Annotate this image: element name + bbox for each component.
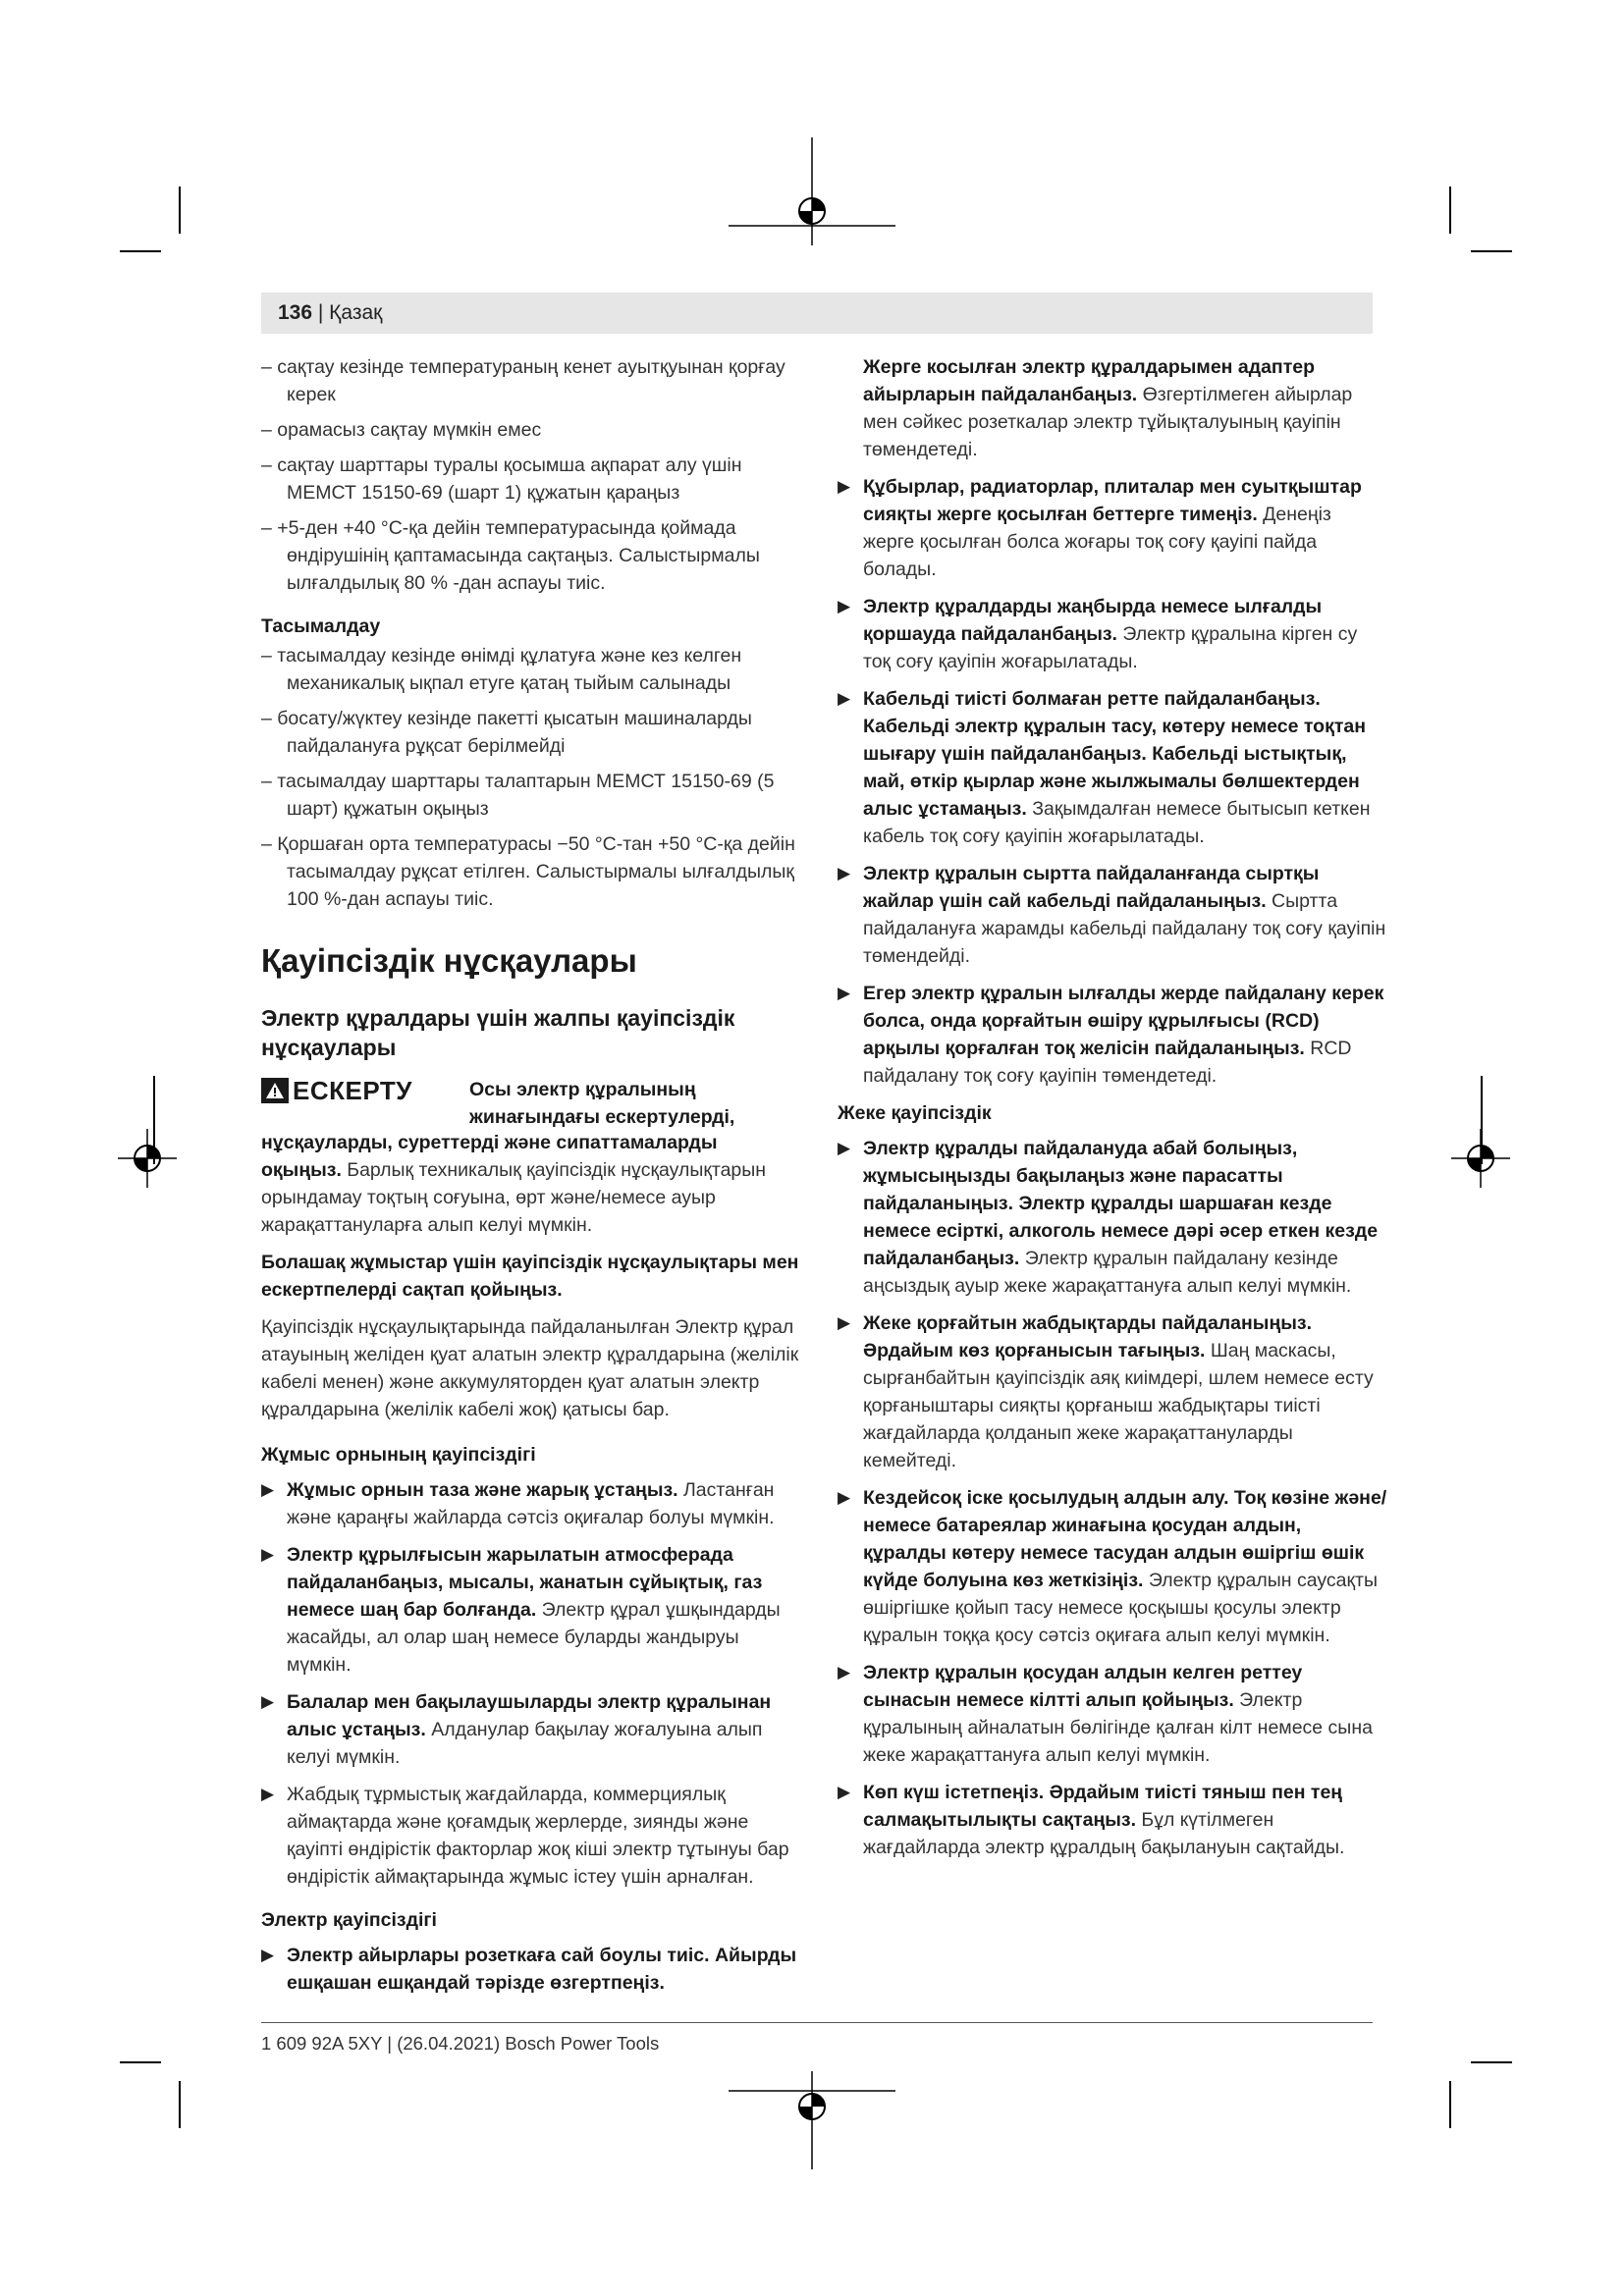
registration-mark-icon [729, 137, 895, 245]
bullet-bold: Электр құралын сыртта пайдаланғанда сыртқы жайлар үшін сай кабельді пайдаланыңыз. [863, 863, 1320, 912]
list-item [261, 1476, 799, 1531]
bullet-text: Зақымдалған немесе бытысып кеткен кабель тоқ соғу қауіпін жоғарылатады. [863, 798, 1371, 847]
list-item [261, 1942, 799, 1997]
warning-bold: нұсқауларды, суреттерді және сипаттамаларды оқыңыз. [261, 1132, 718, 1181]
bullet-text: Жабдық тұрмыстық жағдайларда, коммерциялық аймақтарда және қоғамдық жерлерде, зиянды және қауіпті өндірістік факторлар жоқ кіші электр тұтынуы бар өндірістік аймақтарында жұмыс істеу үшін арналған. [287, 1784, 789, 1888]
list-item [261, 1541, 799, 1679]
main-heading: Қауіпсіздік нұсқаулары [261, 942, 637, 979]
continuation-bold: Жерге косылған электр құралдарымен адаптер айырларын пайдаланбаңыз. [863, 356, 1316, 405]
bullet-bold: Құбырлар, радиаторлар, плиталар мен суытқыштар сияқты жерге қосылған беттерге тимеңіз. [863, 476, 1362, 525]
bullet-text: Алданулар бақылау жоғалуына алып келуі мүмкін. [287, 1719, 763, 1768]
crop-mark [179, 187, 181, 234]
list-item [838, 593, 1387, 675]
keep-instructions: Болашақ жұмыстар үшін қауіпсіздік нұсқаулықтары мен ескертпелерді сақтап қойыңыз. [261, 1252, 799, 1301]
triangle-bullet-icon: ▶ [838, 689, 851, 708]
warning-triangle-icon [261, 1078, 289, 1103]
storage-item: – сақтау шарттары туралы қосымша ақпарат алу үшін МЕМСТ 15150-69 (шарт 1) құжатын қараңыз [261, 454, 742, 504]
warning-label-text: ЕСКЕРТУ [293, 1076, 412, 1105]
bullet-bold: Кездейсоқ іске қосылудың алдын алу. Тоқ көзіне және/немесе батареялар жинағына қосудан алдын, құралды көтеру немесе тасудан алдын өшіргіш өшік күйде болуына көз жеткізіңіз. [863, 1487, 1387, 1591]
footer-rule [261, 2022, 1373, 2023]
transport-heading: Тасымалдау [261, 615, 381, 637]
triangle-bullet-icon: ▶ [261, 1692, 275, 1711]
electrical-heading: Электр қауіпсіздігі [261, 1909, 437, 1931]
bullet-bold: Электр құралды пайдалануда абай болыңыз, жұмысыңызды бақылаңыз және парасатты пайдаланыңыз. Электр құралды шаршаған кезде немесе есірткі, алкоголь немесе дәрі әсер еткен кезде пайдаланбаңыз. [863, 1138, 1379, 1269]
crop-mark [1449, 2081, 1451, 2128]
left-column [261, 353, 799, 2006]
warning-side-text: Осы электр құралының жинағындағы ескертулерді, [469, 1079, 735, 1128]
triangle-bullet-icon: ▶ [838, 984, 851, 1002]
workplace-heading: Жұмыс орнының қауіпсіздігі [261, 1444, 536, 1466]
triangle-bullet-icon: ▶ [838, 1663, 851, 1682]
triangle-bullet-icon: ▶ [838, 1139, 851, 1157]
triangle-bullet-icon: ▶ [261, 1785, 275, 1803]
list-item [261, 1781, 799, 1891]
bullet-bold: Көп күш істетпеңіз. Әрдайым тиісті тяныш пен тең салмақытылықты сақтаңыз. [863, 1782, 1343, 1831]
page-header-text [278, 299, 382, 327]
bullet-text: Шаң маскасы, сырғанбайтын қауіпсіздік аяқ киімдері, шлем немесе есту қорғаныштары сияқты қорғаныш жабдықтары тиісті жағдайларда қолданып жеке жарақаттануларды кемейтеді. [863, 1340, 1374, 1471]
storage-item: – сақтау кезінде температураның кенет ауытқуынан қорғау керек [261, 356, 785, 405]
warning-paragraph [261, 1129, 799, 1239]
transport-item: – тасымалдау шарттары талаптарын МЕМСТ 15150-69 (5 шарт) құжатын оқыңыз [261, 771, 775, 820]
triangle-bullet-icon: ▶ [838, 864, 851, 882]
bullet-bold: Электр құралын қосудан алдын келген реттеу сынасын немесе кілтті алып қойыңыз. [863, 1662, 1303, 1711]
transport-item: – тасымалдау кезінде өнімді құлатуға және кез келген механикалық ықпал етуге қатаң тыйым салынады [261, 645, 742, 694]
list-item [838, 1309, 1387, 1474]
page-number: 136 [278, 301, 313, 324]
crop-mark [1449, 187, 1451, 234]
personal-heading: Жеке қауіпсіздік [838, 1102, 992, 1124]
bullet-text: Электр құралын пайдалану кезінде аңсыздық ауыр жеке жарақаттануға алып келуі мүмкін. [863, 1248, 1352, 1297]
continuation-paragraph [838, 353, 1387, 463]
bullet-text: Бұл күтілмеген жағдайларда электр құралдың бақылануын сақтайды. [863, 1809, 1345, 1858]
crop-mark [179, 2081, 181, 2128]
bullet-bold: Электр айырлары розеткаға сай боулы тиіс. Айырды ешқашан ешқандай тәрізде өзгертпеңіз. [287, 1945, 797, 1994]
list-item [838, 1484, 1387, 1649]
bullet-text: Электр құралының айналатын бөлігінде қалған кілт немесе сына жеке жарақаттануға алып келуі мүмкін. [863, 1689, 1373, 1766]
bullet-bold: Электр құралдарды жаңбырда немесе ылғалды қоршауда пайдаланбаңыз. [863, 596, 1323, 645]
list-item [261, 1688, 799, 1771]
sub-heading: Электр құралдары үшін жалпы қауіпсіздік нұсқаулары [261, 1005, 735, 1060]
term-paragraph: Қауіпсіздік нұсқаулықтарында пайдаланылған Электр құрал атауының желіден қуат алатын электр құралдарына (желілік кабелі менен) және аккумуляторден қуат алатын электр құралдарына (желілік кабелі жоқ) қатысы бар. [261, 1316, 799, 1420]
bullet-bold: Жеке қорғайтын жабдықтарды пайдаланыңыз. Әрдайым көз қорғанысын тағыңыз. [863, 1312, 1312, 1362]
crop-mark [120, 250, 161, 252]
page-footer: 1 609 92A 5XY | (26.04.2021) Bosch Power Tools [261, 2033, 660, 2054]
triangle-bullet-icon: ▶ [838, 597, 851, 615]
list-item [838, 1659, 1387, 1769]
storage-item: – +5-ден +40 °C-қа дейін температурасында қоймада өндірушінің қаптамасында сақтаңыз. Салыстырмалы ылғалдылық 80 % -дан аспауы тиіс. [261, 517, 760, 594]
bullet-text: RCD пайдалану тоқ соғу қауіпін төмендетеді. [863, 1038, 1352, 1087]
transport-item: – Қоршаған орта температурасы −50 °C-тан +50 °C-қа дейін тасымалдау рұқсат етілген. Салыстырмалы ылғалдылық 100 %-дан аспауы тиіс. [261, 833, 795, 910]
list-item [838, 685, 1387, 850]
triangle-bullet-icon: ▶ [838, 1488, 851, 1507]
triangle-bullet-icon: ▶ [261, 1545, 275, 1564]
page-header [261, 293, 1373, 334]
right-column [838, 353, 1387, 1871]
storage-item: – орамасыз сақтау мүмкін емес [261, 419, 542, 441]
warning-block [261, 1074, 799, 1129]
registration-mark-icon [729, 2071, 895, 2169]
triangle-bullet-icon: ▶ [838, 477, 851, 496]
list-item [838, 980, 1387, 1090]
triangle-bullet-icon: ▶ [838, 1313, 851, 1332]
bullet-bold: Егер электр құралын ылғалды жерде пайдалану керек болса, онда қорғайтын өшіру құрылғысы (RCD) арқылы қорғалған тоқ желісін пайдаланыңыз. [863, 983, 1384, 1059]
header-language: Қазақ [329, 301, 383, 324]
bullet-bold: Кабельді тиісті болмаған ретте пайдаланбаңыз. Кабельді электр құралын тасу, көтеру немесе тоқтан шығару үшін пайдаланбаңыз. Кабельді ыстықтық, май, өткір қырлар және жылжымалы бөлшектерден алыс ұстамаңыз. [863, 688, 1367, 820]
registration-mark-icon [118, 1129, 177, 1188]
bullet-text: Электр құралына кірген су тоқ соғу қауіпін жоғарылатады. [863, 623, 1358, 672]
bullet-bold: Электр құрылғысын жарылатын атмосферада пайдаланбаңыз, мысалы, жанатын сұйықтық, газ немесе шаң бар болғанда. [287, 1544, 763, 1621]
warning-text: Барлық техникалық қауіпсіздік нұсқаулықтарын орындамау тоқтың соғуына, өрт және/немесе ауыр жарақаттануларға алып келуі мүмкін. [261, 1159, 767, 1236]
triangle-bullet-icon: ▶ [261, 1480, 275, 1499]
bullet-text: Денеңіз жерге қосылған болса жоғары тоқ соғу қауіпі пайда болады. [863, 504, 1331, 580]
crop-mark [1471, 250, 1512, 252]
triangle-bullet-icon: ▶ [838, 1783, 851, 1801]
registration-mark-icon [1451, 1129, 1510, 1188]
list-item [838, 1779, 1387, 1861]
header-separator: | [312, 301, 330, 324]
bullet-text: Электр құрал ұшқындарды жасайды, ал олар шаң немесе буларды жандыруы мүмкін. [287, 1599, 781, 1676]
bullet-bold: Жұмыс орнын таза және жарық ұстаңыз. [287, 1479, 678, 1501]
bullet-text: Ластанған және қараңғы жайларда сәтсіз оқиғалар болуы мүмкін. [287, 1479, 775, 1528]
triangle-bullet-icon: ▶ [261, 1946, 275, 1964]
list-item [838, 473, 1387, 583]
bullet-bold: Балалар мен бақылаушыларды электр құралынан алыс ұстаңыз. [287, 1691, 772, 1740]
transport-item: – босату/жүктеу кезінде пакетті қысатын машиналарды пайдалануға рұқсат берілмейді [261, 708, 752, 757]
warning-label [261, 1076, 412, 1105]
continuation-text: Өзгертілмеген айырлар мен сәйкес розеткалар электр тұйықталуының қауіпін төмендетеді. [863, 384, 1353, 460]
list-item [838, 1135, 1387, 1300]
list-item [838, 860, 1387, 970]
bullet-text: Электр құралын саусақты өшіргішке қойып тасу немесе қосқышы қосулы электр құралын тоққа қосу сәтсіз оқиғаға алып келуі мүмкін. [863, 1570, 1378, 1646]
crop-mark [1471, 2061, 1512, 2063]
bullet-text: Сыртта пайдалануға жарамды кабельді пайдалану тоқ соғу қауіпін төмендейді. [863, 890, 1386, 967]
crop-mark [120, 2061, 161, 2063]
